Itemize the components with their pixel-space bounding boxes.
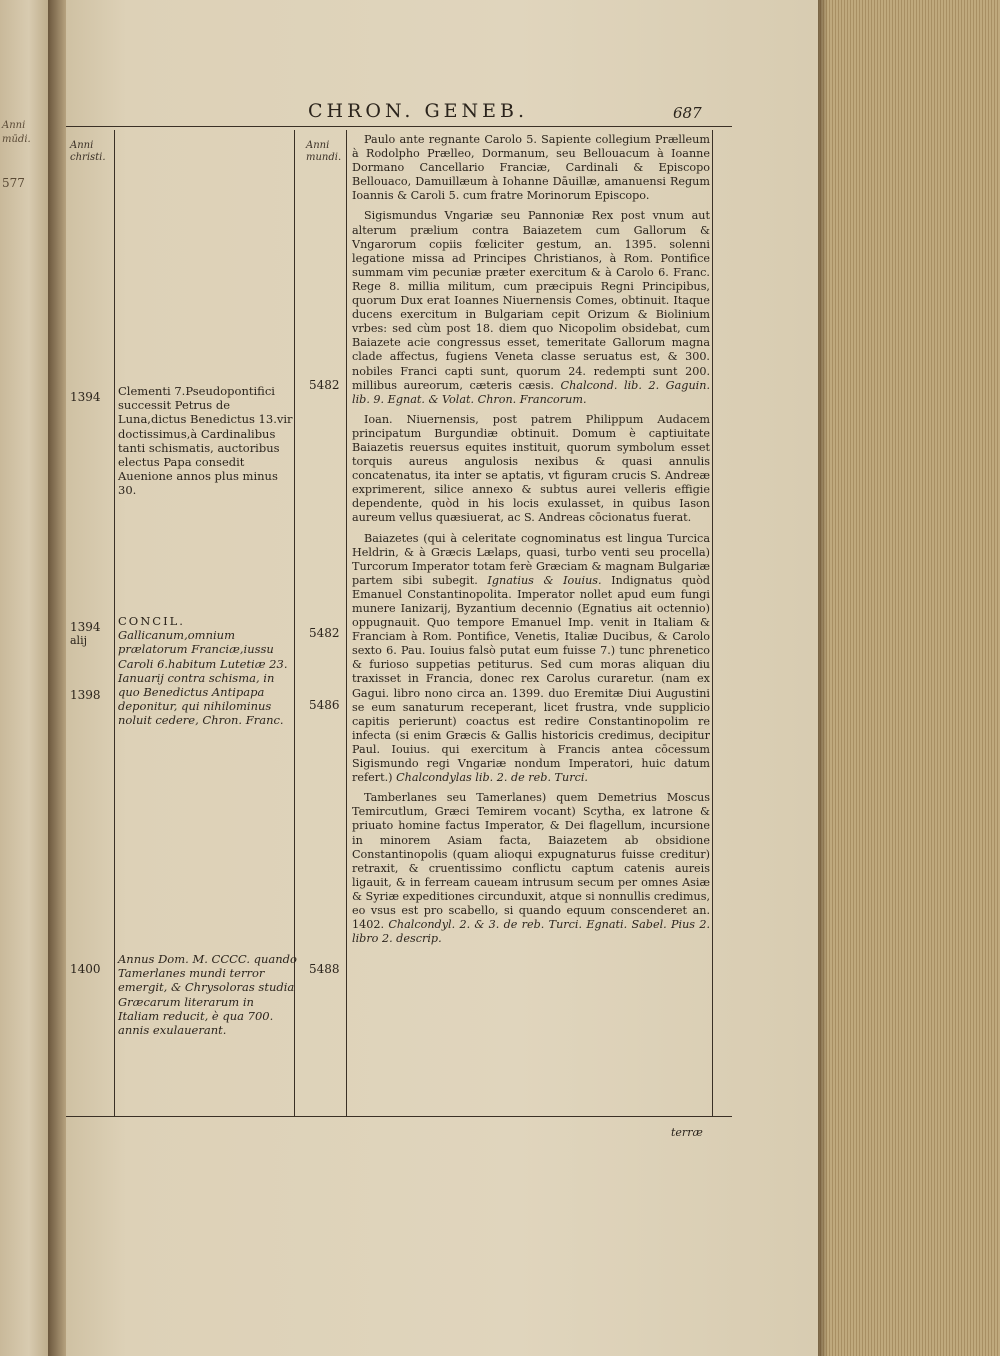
mundi-year: 5482	[309, 626, 340, 640]
paragraph: Sigismundus Vngariæ seu Pannoniæ Rex post vnum aut alterum prælium contra Baiazetem cum Gallorum & Vngarorum copiis fœliciter gestum, an. 1395. solenni legatione missa ad Principes Christianos, à Rom. Pontifice summam vim pecuniæ præter exercitum & à Carolo 6. Franc. Rege 8. millia militum, cum præcipuis Regni Principibus, quorum Dux erat Ioannes Niuernensis Comes, obtinuit. Itaque ducens exercitum in Bulgariam cepit Orizum & Biolinium vrbes: sed cùm post 18. diem quo Nicopolim obsidebat, cum Baiazete acie congressus esset, temeritate Gallorum magna clade affectus, fugiens Veneta classe seruatus est, & 300. nobiles Franci capti sunt, quorum 24. redempti sunt 200. millibus aureorum, cæteris cæsis. Chalcond. lib. 2. Gaguin. lib. 9. Egnat. & Volat. Chron. Francorum.	[352, 209, 710, 406]
citation: Chalcondylas lib. 2. de reb. Turci.	[396, 771, 588, 785]
book-gutter	[48, 0, 66, 1356]
note-lead: CONCIL.	[118, 614, 185, 628]
mundi-year: 5488	[309, 962, 340, 976]
citation: Chalcond. lib. 2. Gaguin. lib. 9. Egnat. & Volat. Chron. Francorum.	[352, 378, 710, 406]
margin-year: 1400	[70, 962, 101, 976]
column-rule	[346, 130, 347, 1116]
margin-year: 1394	[70, 390, 101, 404]
page-number: 687	[673, 104, 702, 122]
main-text-column	[352, 133, 710, 952]
mundi-year: 5486	[309, 698, 340, 712]
paragraph: Baiazetes (qui à celeritate cognominatus est lingua Turcica Heldrin, & à Græcis Lælaps, quasi, turbo venti seu procella) Turcorum Imperator totam ferè Græciam & magnam Bulgariæ partem sibi subegit. Ignatius & Iouius. Indignatus quòd Emanuel Constantinopolita. Imperator nollet apud eum fungi munere Ianizarij, Byzantium decennio (Egnatius ait octennio) oppugnauit. Quo tempore Emanuel Imp. venit in Italiam & Franciam à Rom. Pontifice, Venetis, Italiæ Ducibus, & Carolo sexto 6. Pau. Iouius falsò putat eum fuisse 7.) tunc phrenetico & furioso suppetias petiturus. Sed cum moras aliquan diu traxisset in Francia, donec rex Carolus curaretur. (nam ex Gagui. libro nono circa an. 1399. duo Eremitæ Diui Augustini se eum sanaturum receperant, licet frustra, vnde supplicio capitis perierunt) coactus est redire Constantinopolim re infecta (si enim Græcis & Gallis historicis credimus, decipitur Paul. Iouius. qui exercitum à Francis antea cōcessum Sigismundo regi Vngariæ nondum Imperatori, huic datum refert.) Chalcondylas lib. 2. de reb. Turci.	[352, 531, 710, 785]
margin-note-concil	[118, 614, 298, 728]
running-head: CHRON. GENEB.	[308, 100, 529, 122]
left-page-fragment: Anni	[2, 120, 26, 131]
footer-rule	[66, 1116, 732, 1117]
catchword: terræ	[671, 1126, 703, 1139]
note-body: Gallicanum,omnium prælatorum Franciæ,iussu Caroli 6.habitum Lutetiæ 23. Ianuarij contra schisma, in quo Benedictus Antipapa deponitur, qui nihilominus noluit cedere, Chron. Franc.	[118, 628, 288, 728]
anni-christi-label: Anni christi.	[70, 140, 106, 163]
margin-year: 1398	[70, 688, 101, 702]
column-rule	[712, 130, 713, 1116]
paragraph: Tamberlanes seu Tamerlanes) quem Demetrius Moscus Temircutlum, Græci Temirem vocant) Scytha, ex latrone & priuato homine factus Imperator, & Dei flagellum, incursione in minorem Asiam facta, Baiazetem ab obsidione Constantinopolis (quam alioqui expugnaturus fuisse creditur) retraxit, & cruentissimo conflictu captum catenis aureis ligauit, & in ferream caueam intrusum secum per omnes Asiæ & Syriæ expeditiones circunduxit, atque si nonnullis credimus, eo vsus est pro scabello, si quando equum conscenderet an. 1402. Chalcondyl. 2. & 3. de reb. Turci. Egnati. Sabel. Pius 2. libro 2. descrip.	[352, 791, 710, 946]
paragraph: Ioan. Niuernensis, post patrem Philippum Audacem principatum Burgundiæ obtinuit. Domum è captiuitate Baiazetis reuersus equites instituit, quorum symbolum esset torquis aureus angulosis nexibus & quasi annulis concatenatus, ita inter se aptatis, vt figuram crucis S. Andreæ exprimerent, silice annexo & subtus aurei velleris effigie dependente, quòd in his locis exulasset, in quibus Iason aureum vellus quæsiuerat, ac S. Andreas cōcionatus fuerat.	[352, 412, 710, 525]
margin-note-clement: Clementi 7.Pseudopontifici successit Petrus de Luna,dictus Benedictus 13.vir doctissimus,à Cardinalibus tanti schismatis, auctoribus electus Papa consedit Auenione annos plus minus 30.	[118, 384, 293, 498]
left-page-fragment: mūdi.	[2, 134, 31, 145]
left-page-fragment: 577	[2, 176, 25, 190]
margin-year: 1394	[70, 620, 101, 634]
citation: Chalcondyl. 2. & 3. de reb. Turci. Egnati. Sabel. Pius 2. libro 2. descrip.	[352, 918, 710, 946]
mundi-year: 5482	[309, 378, 340, 392]
margin-note-annus: Annus Dom. M. CCCC. quando Tamerlanes mundi terror emergit, & Chrysoloras studia Græcarum literarum in Italiam reducit, è qua 700. annis exulauerant.	[118, 952, 297, 1038]
margin-year-note: alij	[70, 634, 88, 647]
column-rule	[114, 130, 115, 1116]
paragraph: Paulo ante regnante Carolo 5. Sapiente collegium Prælleum à Rodolpho Prælleo, Dormanum, seu Bellouacum à Ioanne Dormano Cancellario Franciæ, Cardinali & Episcopo Bellouaco, Damuillæum à Iohanne Dāuillæ, amanuensi Regum Ioannis & Caroli 5. cum fratre Morinorum Episcopo.	[352, 133, 710, 203]
left-page-edge	[0, 0, 50, 1356]
page-edges	[818, 0, 1000, 1356]
citation: Ignatius & Iouius.	[487, 573, 602, 587]
header-rule	[66, 126, 732, 127]
anni-mundi-label: Anni mundi.	[306, 140, 342, 163]
